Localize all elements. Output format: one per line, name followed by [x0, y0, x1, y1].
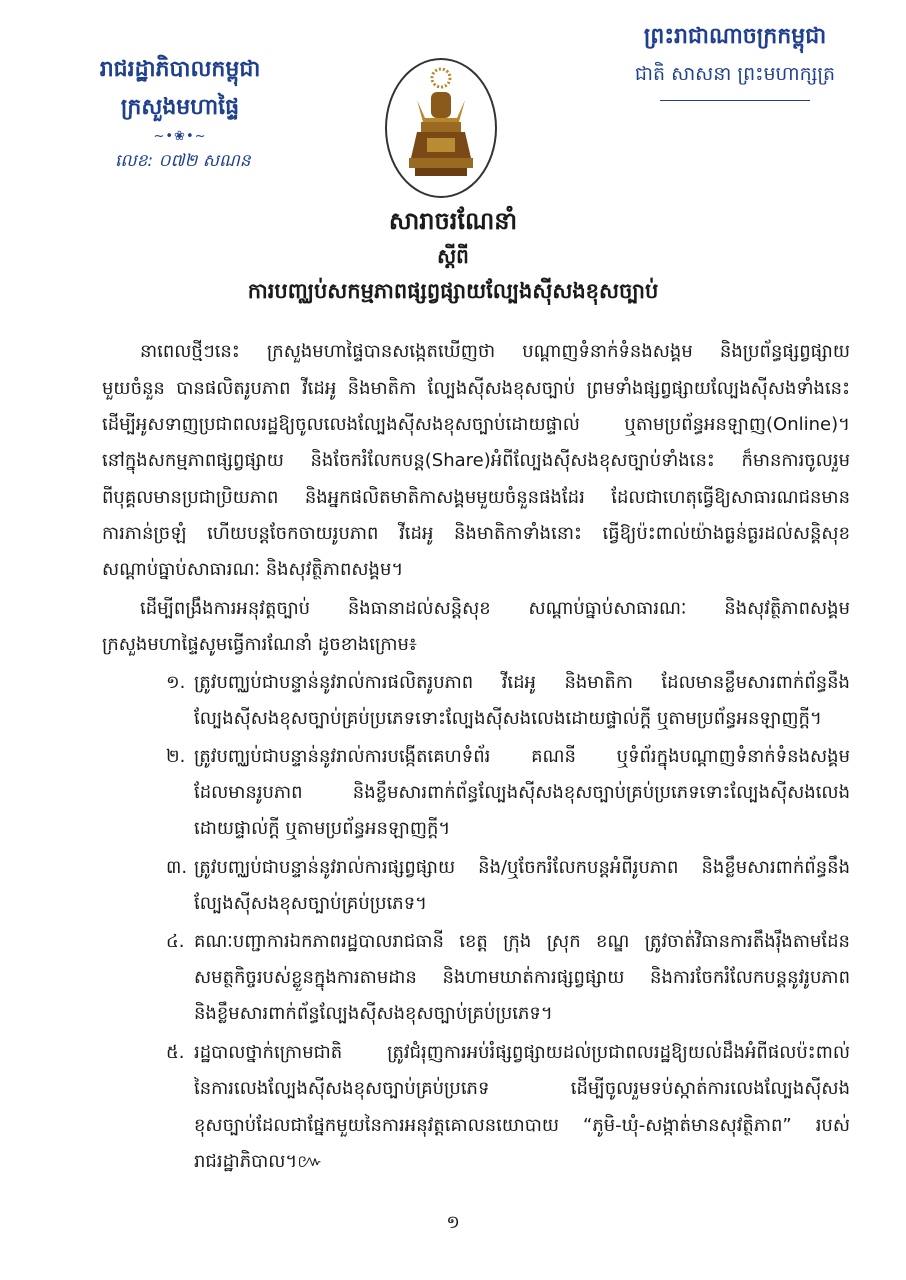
paragraph-line: នៅក្នុងសកម្មភាពផ្សព្វផ្សាយ និងចែករំលែកបន្ត(Share)អំពីល្បែងស៊ីសងខុសច្បាប់ទាំងនេះ ក៏មានការចូលរួម: [102, 450, 850, 471]
emblem-icon: [387, 60, 495, 196]
document-subject: ការបញ្ឈប់សកម្មភាពផ្សព្វផ្សាយល្បែងស៊ីសងខុសច្បាប់: [247, 279, 659, 303]
item-line: ខុសច្បាប់ដែលជាផ្នែកមួយនៃការអនុវត្តគោលនយោបាយ “ភូមិ-ឃុំ-សង្កាត់មានសុវត្ថិភាព” របស់: [194, 1115, 850, 1136]
item-line: ត្រូវបញ្ឈប់ជាបន្ទាន់នូវរាល់ការផលិតរូបភាព វីដេអូ និងមាតិកា ដែលមានខ្លឹមសារពាក់ព័ន្ធនឹង: [194, 672, 850, 693]
ministry-name: ក្រសួងមហាផ្ទៃ: [120, 95, 240, 120]
page-number: ១: [446, 1212, 460, 1233]
item-line: ដែលមានរូបភាព និងខ្លឹមសារពាក់ព័ន្ធល្បែងស៊ីសងខុសច្បាប់គ្រប់ប្រភេទទោះល្បែងស៊ីសងលេង: [194, 782, 850, 803]
paragraph-line: សណ្តាប់ធ្នាប់សាធារណៈ និងសុវត្ថិភាពសង្គម។: [102, 559, 404, 580]
paragraph-line: ក្រសួងមហាផ្ទៃសូមធ្វើការណែនាំ ដូចខាងក្រោម៖: [102, 634, 417, 655]
item-number: ៥.: [166, 1042, 185, 1063]
ornament-icon: ~•❀•~: [153, 129, 207, 144]
national-motto: ជាតិ សាសនា ព្រះមហាក្សត្រ: [634, 63, 836, 85]
royal-emblem: [385, 58, 497, 198]
document-type: សារាចរណែនាំ: [388, 207, 518, 235]
item-line: នៃការលេងល្បែងស៊ីសងខុសច្បាប់គ្រប់ប្រភេទ ដើម្បីចូលរួមទប់ស្កាត់ការលេងល្បែងស៊ីសង: [194, 1078, 850, 1099]
government-name: រាជរដ្ឋាភិបាលកម្ពុជា: [99, 57, 261, 82]
item-line: រដ្ឋបាលថ្នាក់ក្រោមជាតិ ត្រូវជំរុញការអប់រំផ្សព្វផ្សាយដល់ប្រជាពលរដ្ឋឱ្យយល់ដឹងអំពីផលប៉ះពាល់: [194, 1042, 850, 1063]
item-number: ២.: [166, 746, 186, 767]
kingdom-header: [585, 22, 885, 101]
item-line: ត្រូវបញ្ឈប់ជាបន្ទាន់នូវរាល់ការផ្សព្វផ្សាយ និង/ឬចែករំលែកបន្តអំពីរូបភាព និងខ្លឹមសារពាក់ព័ន្ធនឹង: [194, 857, 850, 878]
item-number: ១.: [166, 672, 186, 693]
document-about: ស្តីពី: [437, 244, 469, 268]
paragraph-line: ពីបុគ្គលមានប្រជាប្រិយភាព និងអ្នកផលិតមាតិកាសង្គមមួយចំនួនផងដែរ ដែលជាហេតុធ្វើឱ្យសាធារណជនមាន: [102, 487, 850, 508]
ministry-header: [60, 55, 300, 144]
reference-number: លេខ: ០៧២ សណន: [115, 151, 251, 171]
paragraph-line: នាពេលថ្មីៗនេះ ក្រសួងមហាផ្ទៃបានសង្កេតឃើញថា បណ្តាញទំនាក់ទំនងសង្គម និងប្រព័ន្ធផ្សព្វផ្សាយ: [140, 341, 850, 362]
item-line: គណៈបញ្ជាការឯកភាពរដ្ឋបាលរាជធានី ខេត្ត ក្រុង ស្រុក ខណ្ឌ ត្រូវចាត់វិធានការតឹងរ៉ឹងតាមដែន: [194, 931, 850, 952]
item-line: ល្បែងស៊ីសងខុសច្បាប់គ្រប់ប្រភេទ។: [194, 893, 427, 914]
paragraph-line: ការភាន់ច្រឡំ ហើយបន្តចែកចាយរូបភាព វីដេអូ និងមាតិកាទាំងនោះ ធ្វើឱ្យប៉ះពាល់យ៉ាងធ្ងន់ធ្ងរដល់សន្តិសុខ: [102, 523, 850, 544]
item-number: ៣.: [166, 857, 188, 878]
kingdom-name: ព្រះរាជាណាចក្រកម្ពុជា: [643, 24, 827, 49]
item-line: និងខ្លឹមសារពាក់ព័ន្ធល្បែងស៊ីសងខុសច្បាប់គ្រប់ប្រភេទ។: [194, 1003, 553, 1024]
item-line: ល្បែងស៊ីសងខុសច្បាប់គ្រប់ប្រភេទទោះល្បែងស៊ីសងលេងដោយផ្ទាល់ក្តី ឬតាមប្រព័ន្ធអនឡាញក្តី។: [194, 708, 822, 729]
ornament-divider: [660, 100, 810, 101]
item-line: សមត្ថកិច្ចរបស់ខ្លួនក្នុងការតាមដាន និងហាមឃាត់ការផ្សព្វផ្សាយ និងការចែករំលែកបន្តនូវរូបភាព: [194, 967, 850, 988]
item-line: ត្រូវបញ្ឈប់ជាបន្ទាន់នូវរាល់ការបង្កើតគេហទំព័រ គណនី ឬទំព័រក្នុងបណ្តាញទំនាក់ទំនងសង្គម: [194, 746, 850, 767]
paragraph-line: ដើម្បីអូសទាញប្រជាពលរដ្ឋឱ្យចូលលេងល្បែងស៊ីសងខុសច្បាប់ដោយផ្ទាល់ ឬតាមប្រព័ន្ធអនឡាញ(Online)។: [102, 414, 850, 435]
paragraph-line: ដើម្បីពង្រឹងការអនុវត្តច្បាប់ និងធានាដល់សន្តិសុខ សណ្តាប់ធ្នាប់សាធារណៈ និងសុវត្ថិភាពសង្គម: [140, 598, 850, 619]
item-line: រាជរដ្ឋាភិបាល។៚: [194, 1151, 323, 1172]
paragraph-line: មួយចំនួន បានផលិតរូបភាព វីដេអូ និងមាតិកា ល្បែងស៊ីសងខុសច្បាប់ ព្រមទាំងផ្សព្វផ្សាយល្បែងស៊ីសងទាំងនេះ: [102, 378, 850, 399]
item-line: ដោយផ្ទាល់ក្តី ឬតាមប្រព័ន្ធអនឡាញក្តី។: [194, 818, 451, 839]
item-number: ៤.: [166, 931, 185, 952]
